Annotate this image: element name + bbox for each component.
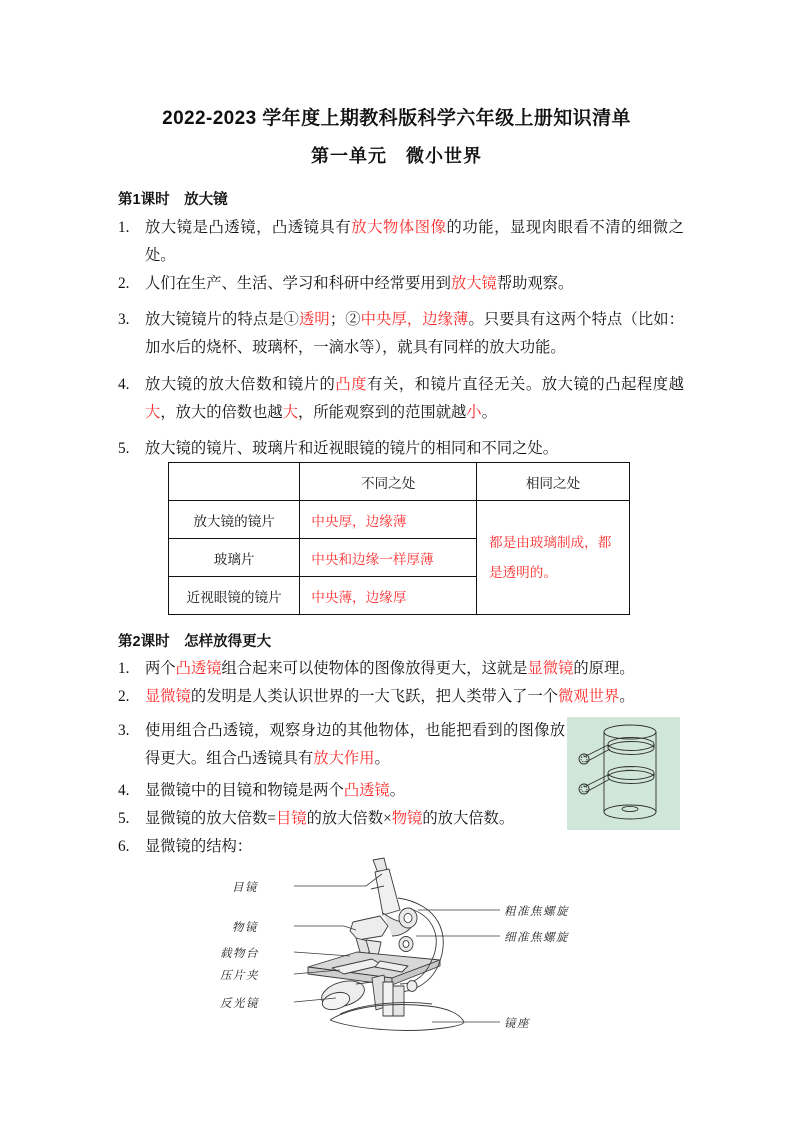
row-difference: 中央薄，边缘厚 — [300, 577, 477, 615]
plain-text: 。 — [374, 750, 390, 767]
table-row — [169, 501, 630, 539]
plain-text: 放大镜镜片的特点是① — [145, 311, 300, 328]
combined-lens-drawing — [567, 717, 680, 830]
highlighted-text: 放大物体图像 — [351, 219, 447, 236]
microscope-drawing — [232, 856, 562, 1034]
plain-text: ；② — [329, 311, 361, 328]
highlighted-text: 凸度 — [335, 376, 368, 393]
list-text — [145, 655, 684, 683]
list-text — [145, 270, 684, 298]
highlighted-text: 中央厚，边缘薄 — [360, 311, 469, 328]
list-number: 4. — [118, 376, 130, 393]
lesson1-item-1 — [118, 214, 684, 270]
list-number: 4. — [118, 782, 130, 799]
lesson1-item-3 — [118, 306, 684, 362]
plain-text: 放大镜的放大倍数和镜片的 — [145, 376, 336, 393]
plain-text: 组合起来可以使物体的图像放得更大，这就是 — [221, 660, 528, 677]
list-number: 2. — [118, 688, 130, 705]
list-text — [145, 717, 565, 773]
list-number: 5. — [118, 810, 130, 827]
plain-text: 。 — [389, 782, 406, 799]
plain-text: 人们在生产、生活、学习和科研中经常要用到 — [145, 275, 451, 292]
microscope-figure — [220, 856, 569, 1034]
plain-text: 。 — [619, 688, 635, 705]
row-label: 近视眼镜的镜片 — [169, 577, 300, 615]
highlighted-text: 放大作用 — [313, 750, 375, 767]
table-header-blank — [169, 463, 300, 501]
plain-text: 帮助观察。 — [496, 275, 574, 292]
list-number: 1. — [118, 219, 130, 236]
list-number: 2. — [118, 275, 130, 292]
highlighted-text: 凸透镜 — [343, 782, 390, 799]
microscope-label-coarse-focus: 粗准焦螺旋 — [504, 906, 569, 918]
microscope-label-base: 镜座 — [504, 1018, 530, 1030]
highlighted-text: 透明 — [299, 311, 330, 328]
plain-text: 两个 — [145, 660, 176, 677]
lesson2-item-1 — [118, 655, 684, 683]
row-label: 玻璃片 — [169, 539, 300, 577]
plain-text: 的放大倍数× — [306, 810, 392, 827]
list-number: 3. — [118, 311, 130, 328]
lesson1-item-5 — [118, 435, 684, 463]
highlighted-text: 目镜 — [276, 810, 307, 827]
table-header-same: 相同之处 — [477, 463, 630, 501]
list-text — [145, 371, 684, 427]
combined-lens-figure — [567, 717, 680, 830]
lesson1-item-4 — [118, 371, 684, 427]
plain-text: 使用组合凸透镜，观察身边的其他物体，也能把看到的图像放得更大。组合凸透镜具有 — [145, 722, 565, 767]
row-difference: 中央厚，边缘薄 — [300, 501, 477, 539]
unit-title: 第一单元 微小世界 — [311, 146, 482, 166]
row-difference: 中央和边缘一样厚薄 — [300, 539, 477, 577]
microscope-label-objective: 物镜 — [232, 922, 258, 934]
plain-text: 显微镜的放大倍数= — [145, 810, 277, 827]
highlighted-text: 小 — [466, 404, 482, 421]
microscope-label-reflector: 反光镜 — [220, 998, 259, 1010]
page-title: 2022-2023 学年度上期教科版科学六年级上册知识清单 — [162, 108, 631, 129]
highlighted-text: 大 — [282, 404, 299, 421]
microscope-label-fine-focus: 细准焦螺旋 — [504, 932, 569, 944]
plain-text: 显微镜的结构： — [145, 838, 253, 855]
plain-text: 显微镜中的目镜和物镜是两个 — [145, 782, 344, 799]
highlighted-text: 放大镜 — [450, 275, 497, 292]
highlighted-text: 微观世界 — [558, 688, 620, 705]
list-text — [145, 435, 684, 463]
lesson2-item-2 — [118, 683, 684, 711]
list-number: 1. — [118, 660, 130, 677]
plain-text: 的发明是人类认识世界的一大飞跃，把人类带入了一个 — [190, 688, 559, 705]
plain-text: ，放大的倍数也越 — [160, 404, 283, 421]
plain-text: 。 — [481, 404, 497, 421]
list-number: 6. — [118, 838, 130, 855]
list-text — [145, 306, 684, 362]
lesson1-item-2 — [118, 270, 684, 298]
plain-text: 放大镜的镜片、玻璃片和近视眼镜的镜片的相同和不同之处。 — [145, 440, 559, 457]
plain-text: 的放大倍数。 — [422, 810, 515, 827]
list-text — [145, 214, 684, 270]
list-number: 3. — [118, 722, 130, 739]
plain-text: ，所能观察到的范围就越 — [298, 404, 467, 421]
lesson1-heading: 第1课时 放大镜 — [118, 192, 228, 208]
microscope-label-slide-clip: 压片夹 — [220, 970, 259, 982]
microscope-label-eyepiece: 目镜 — [232, 882, 258, 894]
table-header-row — [169, 463, 630, 501]
microscope-label-stage: 载物台 — [220, 948, 259, 960]
row-label: 放大镜的镜片 — [169, 501, 300, 539]
highlighted-text: 显微镜 — [527, 660, 574, 677]
highlighted-text: 物镜 — [391, 810, 423, 827]
list-text — [145, 683, 684, 711]
highlighted-text: 凸透镜 — [175, 660, 222, 677]
plain-text: 。只要具有这两个特点（比如：加水后的烧杯、玻璃杯，一滴水等），就具有同样的放大功能。 — [145, 311, 684, 356]
plain-text: 的功能，显现肉眼看不清的细微之处。 — [145, 219, 684, 264]
plain-text: 的原理。 — [573, 660, 635, 677]
plain-text: 有关，和镜片直径无关。放大镜的凸起程度越 — [367, 376, 684, 393]
same-merged-cell: 都是由玻璃制成，都是透明的。 — [477, 501, 630, 615]
highlighted-text: 显微镜 — [145, 688, 191, 705]
list-number: 5. — [118, 440, 130, 457]
lens-comparison-table — [168, 462, 630, 615]
plain-text: 放大镜是凸透镜，凸透镜具有 — [145, 219, 352, 236]
lesson2-heading: 第2课时 怎样放得更大 — [118, 634, 272, 650]
table-header-difference: 不同之处 — [300, 463, 477, 501]
highlighted-text: 大 — [145, 404, 161, 421]
